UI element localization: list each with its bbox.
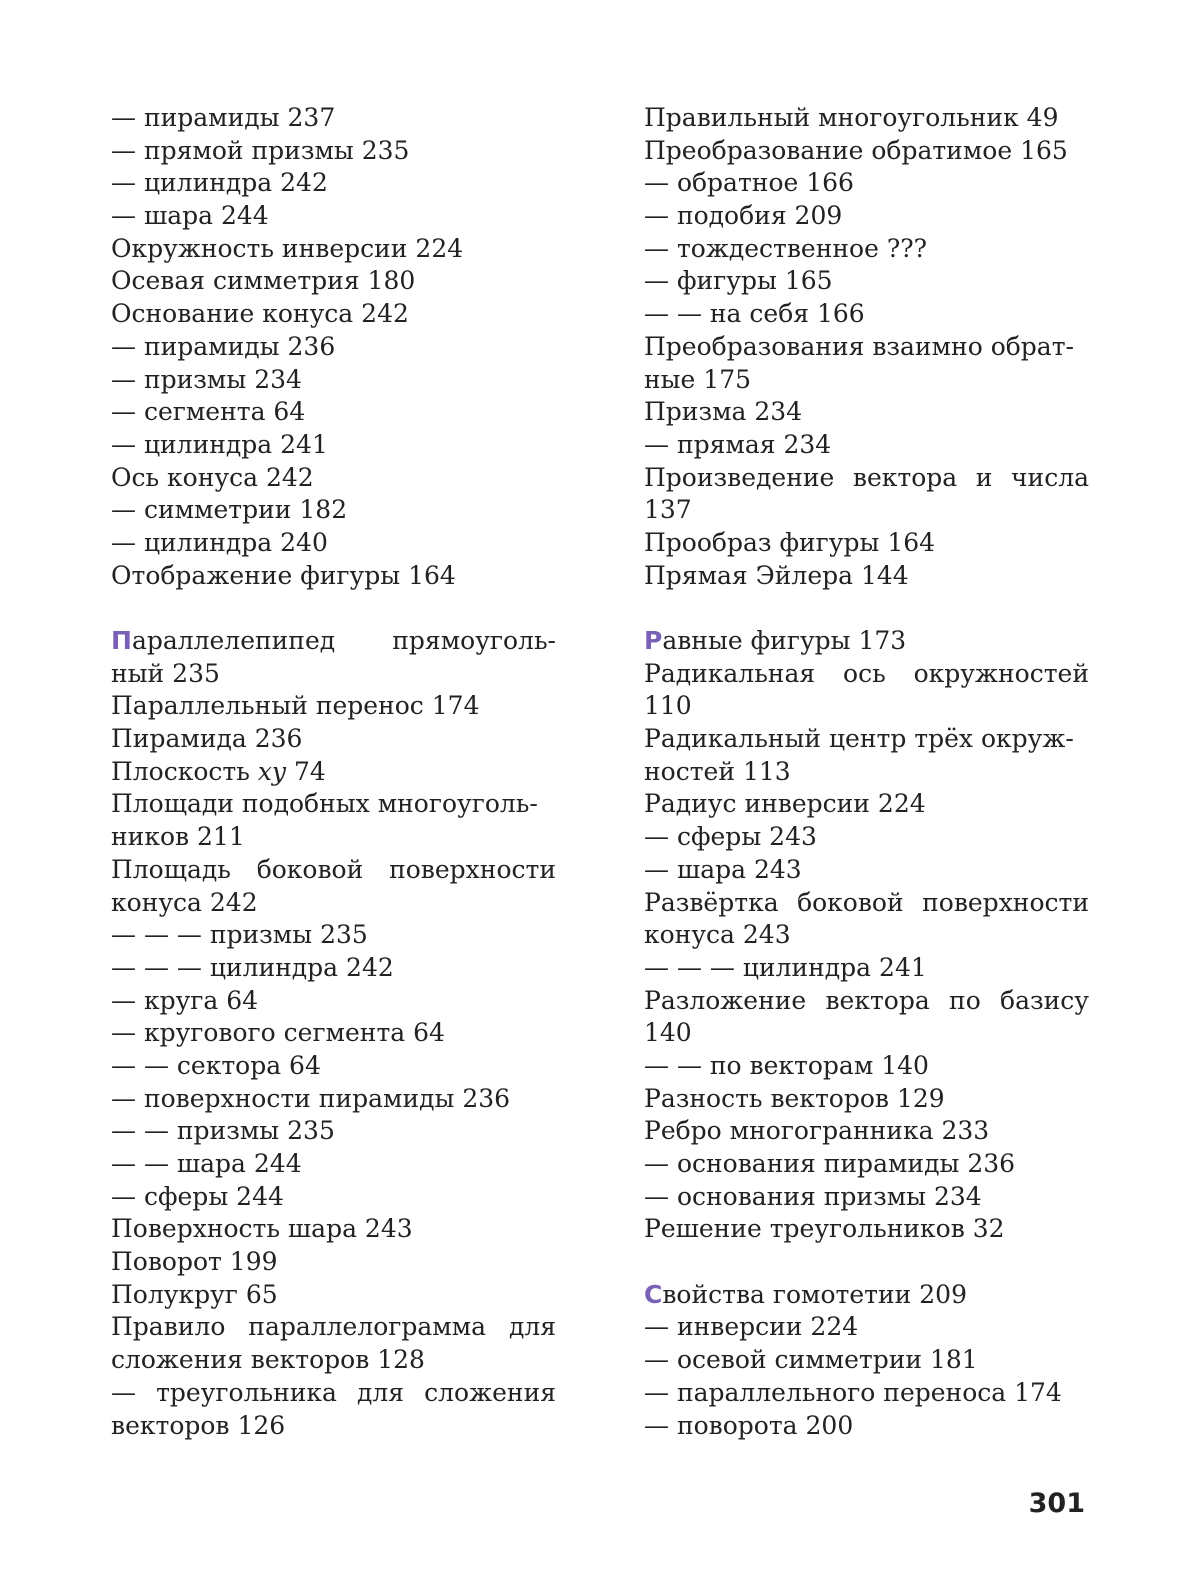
index-entry: — цилиндра 242 [111, 168, 328, 198]
index-entry: — поворота 200 [644, 1410, 854, 1440]
index-entry: Радиус инверсии 224 [644, 789, 926, 819]
index-entry: Полукруг 65 [111, 1279, 278, 1309]
index-entry: — обратное 166 [644, 168, 854, 198]
index-entry: Решение треугольников 32 [644, 1214, 1005, 1244]
index-entry: Осевая симметрия 180 [111, 266, 416, 296]
index-entry: — пирамиды 237 [111, 103, 336, 132]
index-entry: Поверхность шара 243 [111, 1214, 413, 1244]
index-entry: — — шара 244 [111, 1149, 302, 1178]
index-entry: — круга 64 [111, 985, 259, 1015]
index-entry: — поверхности пирамиды 236 [111, 1083, 511, 1113]
index-entry: Правило параллелограмма для [111, 1312, 556, 1342]
index-entry: — подобия 209 [644, 201, 843, 231]
entry-italic-text: xy [257, 756, 287, 786]
index-entry: Ребро многогранника 233 [644, 1116, 990, 1146]
index-entry: — шара 243 [644, 854, 802, 884]
index-entry: — — призмы 235 [111, 1116, 335, 1146]
index-entry: Призма 234 [644, 397, 803, 427]
index-entry: — — — цилиндра 241 [644, 952, 927, 982]
index-entry [644, 1279, 1089, 1312]
index-entry: Площадь боковой поверхности [111, 854, 556, 884]
index-entry: — фигуры 165 [644, 266, 833, 296]
index-entry: Развёртка боковой поверхности [644, 887, 1089, 917]
index-entry: ный 235 [111, 658, 220, 688]
section-gap [644, 592, 1089, 625]
index-entry: — симметрии 182 [111, 495, 348, 525]
index-entry: — — по векторам 140 [644, 1050, 929, 1080]
index-entry: — сферы 243 [644, 822, 817, 852]
index-column-left [111, 102, 556, 1442]
section-gap [644, 1246, 1089, 1279]
entry-text: араллелепипед прямоуголь- [131, 626, 556, 655]
index-entry: Произведение вектора и числа [644, 462, 1089, 492]
index-entry: — сегмента 64 [111, 397, 306, 427]
index-entry: — — на себя 166 [644, 299, 865, 329]
index-entry: — прямая 234 [644, 429, 832, 459]
section-letter: С [644, 1279, 663, 1309]
index-entry: — шара 244 [111, 201, 269, 231]
index-entry: Отображение фигуры 164 [111, 560, 456, 590]
index-entry: ников 211 [111, 822, 245, 852]
index-entry: ные 175 [644, 364, 752, 394]
index-entry: конуса 242 [111, 887, 258, 917]
index-entry: — прямой призмы 235 [111, 135, 410, 165]
index-entry: — тождественное ??? [644, 233, 928, 263]
index-entry: — призмы 234 [111, 364, 302, 394]
index-entry: — — сектора 64 [111, 1050, 321, 1080]
index-entry: — сферы 244 [111, 1181, 284, 1211]
index-entry: Прямая Эйлера 144 [644, 560, 909, 590]
index-entry: — — — призмы 235 [111, 920, 368, 950]
index-entry [111, 756, 556, 789]
index-entry: — цилиндра 240 [111, 527, 328, 557]
index-entry: — основания призмы 234 [644, 1181, 982, 1211]
index-entry: сложения векторов 128 [111, 1345, 425, 1375]
section-gap [111, 592, 556, 625]
index-entry: — инверсии 224 [644, 1312, 859, 1342]
entry-text: 74 [286, 756, 326, 786]
section-letter: П [111, 626, 132, 655]
page-number: 301 [1028, 1488, 1085, 1519]
index-entry: Пирамида 236 [111, 724, 303, 754]
index-entry: Радикальная ось окружностей [644, 658, 1089, 688]
index-entry: — параллельного переноса 174 [644, 1377, 1062, 1407]
index-entry: Окружность инверсии 224 [111, 233, 464, 263]
index-entry: конуса 243 [644, 920, 791, 950]
index-entry [644, 625, 1089, 658]
index-entry: 137 [644, 495, 692, 525]
index-entry: векторов 126 [111, 1410, 286, 1440]
index-column-right [644, 102, 1089, 1442]
index-entry [111, 625, 556, 658]
index-entry: Радикальный центр трёх окруж- [644, 724, 1074, 754]
section-letter: Р [644, 626, 663, 655]
entry-text: Плоскость [111, 756, 258, 786]
index-entry: Параллельный перенос 174 [111, 691, 480, 721]
index-entry: 110 [644, 691, 692, 721]
index-entry: ностей 113 [644, 756, 791, 786]
index-entry: 140 [644, 1018, 692, 1048]
index-entry: Разложение вектора по базису [644, 985, 1089, 1015]
index-entry: Площади подобных многоуголь- [111, 789, 538, 819]
index-entry: Правильный многоугольник 49 [644, 103, 1059, 132]
index-entry: Прообраз фигуры 164 [644, 527, 936, 557]
index-entry: — — — цилиндра 242 [111, 952, 394, 982]
entry-text: войства гомотетии 209 [662, 1279, 967, 1309]
index-entry: Основание конуса 242 [111, 299, 409, 329]
index-entry: Поворот 199 [111, 1247, 278, 1277]
index-entry: — основания пирамиды 236 [644, 1149, 1016, 1178]
index-entry: — цилиндра 241 [111, 429, 328, 459]
index-entry: Преобразование обратимое 165 [644, 135, 1068, 165]
index-entry: — осевой симметрии 181 [644, 1345, 978, 1375]
index-entry: — пирамиды 236 [111, 331, 336, 361]
index-entry: — треугольника для сложения [111, 1377, 556, 1407]
index-entry: Преобразования взаимно обрат- [644, 331, 1074, 361]
index-entry: — кругового сегмента 64 [111, 1018, 445, 1048]
entry-text: авные фигуры 173 [662, 626, 907, 655]
index-entry: Ось конуса 242 [111, 462, 314, 492]
index-entry: Разность векторов 129 [644, 1083, 945, 1113]
